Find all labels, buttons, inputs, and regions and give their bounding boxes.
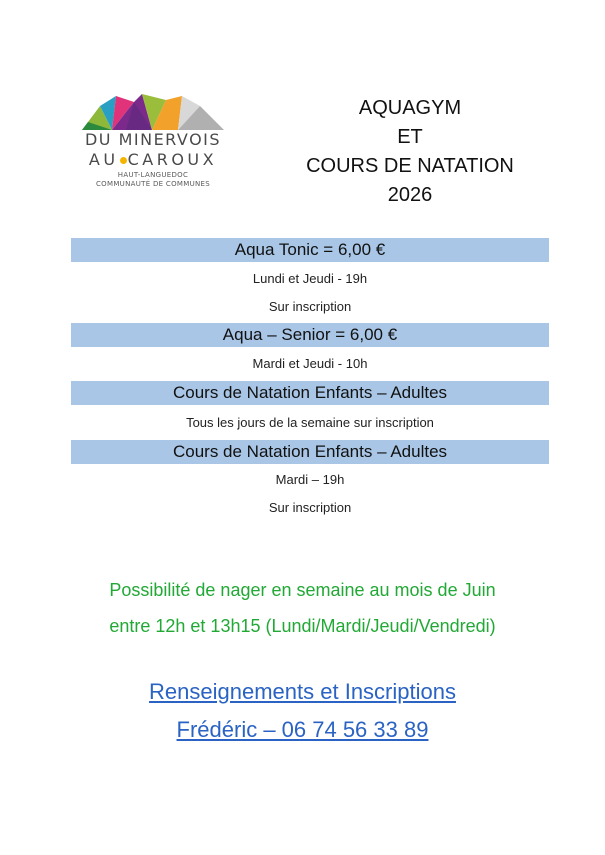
section-heading-aqua-tonic: Aqua Tonic = 6,00 € xyxy=(71,238,549,262)
title-line-et: ET xyxy=(397,126,423,148)
title-line-aquagym: AQUAGYM xyxy=(358,97,462,119)
logo-name-line2 xyxy=(78,150,228,169)
logo-dot-icon xyxy=(120,157,127,164)
section-line-natation-1-schedule: Tous les jours de la semaine sur inscription xyxy=(186,415,434,430)
logo-name-au: AU xyxy=(88,150,119,169)
section-heading-natation-2: Cours de Natation Enfants – Adultes xyxy=(71,440,549,464)
section-line-natation-2-inscription: Sur inscription xyxy=(268,500,352,515)
page-title xyxy=(290,94,530,210)
section-heading-natation-1: Cours de Natation Enfants – Adultes xyxy=(71,381,549,405)
section-line-natation-2-schedule: Mardi – 19h xyxy=(275,472,345,487)
logo xyxy=(78,92,228,196)
section-line-aqua-tonic-schedule: Lundi et Jeudi - 19h xyxy=(252,271,368,286)
notice-line-1: Possibilité de nager en semaine au mois de Juin xyxy=(109,580,496,600)
contact-heading-link[interactable]: Renseignements et Inscriptions xyxy=(149,679,456,704)
mountain-logo-icon xyxy=(82,92,224,130)
title-line-year: 2026 xyxy=(387,184,433,206)
logo-name-caroux: CAROUX xyxy=(127,150,218,169)
section-line-aqua-tonic-inscription: Sur inscription xyxy=(268,299,352,314)
section-line-aqua-senior-schedule: Mardi et Jeudi - 10h xyxy=(252,356,368,371)
contact-phone-link[interactable]: Frédéric – 06 74 56 33 89 xyxy=(176,717,429,742)
logo-subtitle-community: COMMUNAUTÉ DE COMMUNES xyxy=(95,180,210,188)
notice-line-2: entre 12h et 13h15 (Lundi/Mardi/Jeudi/Vendredi) xyxy=(109,616,496,636)
section-heading-aqua-senior: Aqua – Senior = 6,00 € xyxy=(71,323,549,347)
logo-subtitle-region: HAUT-LANGUEDOC xyxy=(117,171,189,179)
title-line-cours: COURS DE NATATION xyxy=(306,155,514,177)
logo-name-line1: DU MINERVOIS xyxy=(84,130,222,149)
